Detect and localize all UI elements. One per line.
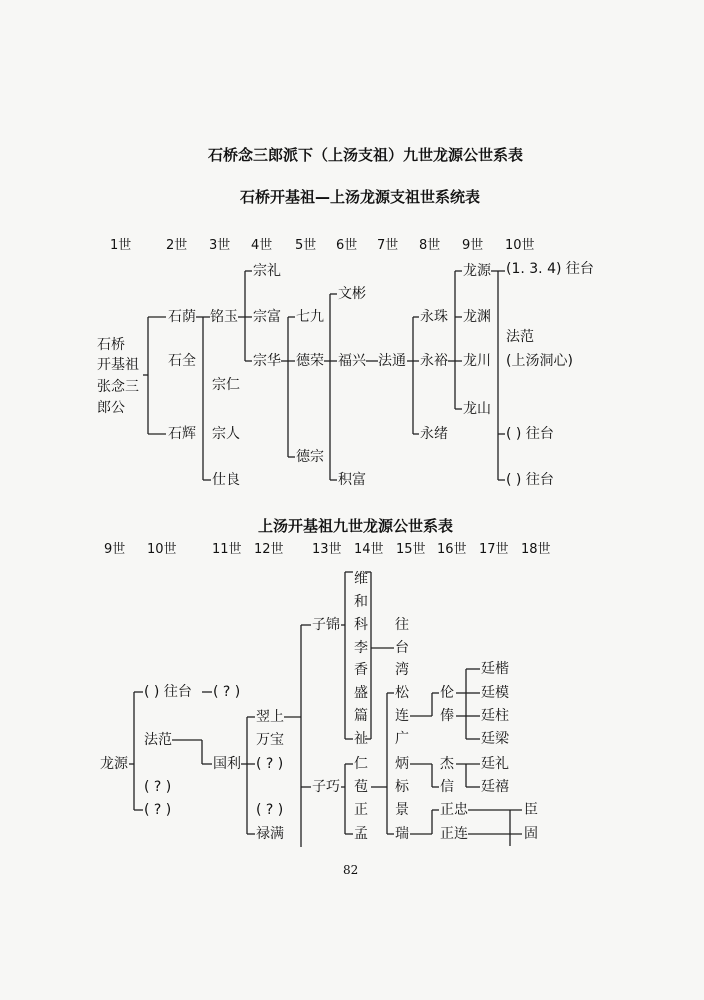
person-name: 伦: [440, 685, 454, 701]
person-name: 广: [395, 731, 409, 747]
person-name: 正: [354, 802, 368, 818]
person-name: 正连: [440, 826, 468, 842]
person-name: 石荫: [168, 309, 196, 325]
person-name: 永裕: [420, 353, 448, 369]
gen-label: 2世: [166, 238, 188, 253]
gen-label: 1世: [110, 238, 132, 253]
person-name: 万宝: [256, 732, 284, 748]
name-root: 郎公: [97, 400, 125, 416]
person-name: 俸: [440, 708, 454, 724]
person-name: 杰: [440, 756, 454, 772]
person-name: 积富: [338, 472, 366, 488]
gen-label: 9世: [462, 238, 484, 253]
person-name: 廷模: [481, 685, 509, 701]
person-name: 科: [354, 617, 368, 633]
gen-label: 7世: [377, 238, 399, 253]
person-name: 子锦: [312, 617, 340, 633]
person-name: 龙源: [100, 756, 128, 772]
gen-label: 13世: [312, 542, 342, 557]
person-name: 信: [440, 779, 454, 795]
person-name: 法通: [378, 353, 406, 369]
person-name: 和: [354, 594, 368, 610]
person-name: ( ? ): [256, 802, 284, 818]
person-name: ( ) 往台: [506, 426, 554, 442]
gen-label: 16世: [437, 542, 467, 557]
gen-label: 10世: [505, 238, 535, 253]
note-text: 湾: [395, 662, 409, 678]
person-name: 廷柱: [481, 708, 509, 724]
person-name: (上汤洞心): [506, 353, 573, 369]
person-name: 盛: [354, 685, 368, 701]
person-name: 维: [354, 571, 368, 587]
person-name: 廷礼: [481, 756, 509, 772]
gen-label: 17世: [479, 542, 509, 557]
gen-label: 10世: [147, 542, 177, 557]
person-name: 福兴: [338, 353, 366, 369]
gen-label: 11世: [212, 542, 242, 557]
person-name: ( ? ): [144, 779, 172, 795]
person-name: 法范: [506, 329, 534, 345]
gen-label: 15世: [396, 542, 426, 557]
page-number: 82: [343, 863, 359, 877]
person-name: 子巧: [312, 779, 340, 795]
person-name: 李: [354, 640, 368, 656]
person-name: ( ? ): [144, 802, 172, 818]
person-name: 德荣: [296, 353, 324, 369]
person-name: ( ? ): [213, 684, 241, 700]
person-name: 苞: [354, 779, 368, 795]
person-name: 石全: [168, 353, 196, 369]
person-name: 廷楷: [481, 661, 509, 677]
person-name: 宗人: [212, 426, 240, 442]
person-name: 松: [395, 685, 409, 701]
gen-label: 9世: [104, 542, 126, 557]
person-name: 石辉: [168, 426, 196, 442]
gen-label: 14世: [354, 542, 384, 557]
person-name: ( ) 往台: [506, 472, 554, 488]
gen-label: 18世: [521, 542, 551, 557]
person-name: 仕良: [212, 472, 240, 488]
person-name: 廷禧: [481, 779, 509, 795]
person-name: 龙渊: [463, 309, 491, 325]
person-name: 七九: [296, 309, 324, 325]
gen-label: 12世: [254, 542, 284, 557]
person-name: 景: [395, 802, 409, 818]
gen-label: 6世: [336, 238, 358, 253]
person-name: 法范: [144, 732, 172, 748]
person-name: 禄满: [256, 826, 284, 842]
person-name: 炳: [395, 756, 409, 772]
person-name: ( ) 往台: [144, 684, 192, 700]
person-name: 孟: [354, 826, 368, 842]
person-name: 固: [524, 826, 538, 842]
note-text: 台: [395, 640, 409, 656]
table2-title: 上汤开基祖九世龙源公世系表: [258, 517, 454, 535]
person-name: 篇: [354, 708, 368, 724]
person-name: 永绪: [420, 426, 448, 442]
person-name: 国利: [213, 756, 241, 772]
person-name: 龙源: [463, 263, 491, 279]
person-name: 香: [354, 662, 368, 678]
gen-label: 8世: [419, 238, 441, 253]
person-name: 仁: [354, 756, 368, 772]
person-name: 廷梁: [481, 731, 509, 747]
person-name: 标: [395, 779, 409, 795]
person-name: (1. 3. 4) 往台: [506, 261, 594, 277]
person-name: 龙山: [463, 401, 491, 417]
page-title: 石桥念三郎派下（上汤支祖）九世龙源公世系表: [208, 146, 524, 164]
gen-label: 5世: [295, 238, 317, 253]
person-name: 祉: [354, 731, 368, 747]
person-name: 正忠: [440, 802, 468, 818]
gen-label: 4世: [251, 238, 273, 253]
note-text: 往: [395, 617, 409, 633]
name-root: 张念三: [97, 379, 139, 395]
person-name: 臣: [524, 802, 538, 818]
gen-label: 3世: [209, 238, 231, 253]
person-name: 铭玉: [210, 309, 238, 325]
person-name: 连: [395, 708, 409, 724]
name-root: 开基祖: [97, 357, 139, 373]
person-name: 宗华: [253, 353, 281, 369]
person-name: 文彬: [338, 286, 366, 302]
table1-title: 石桥开基祖—上汤龙源支祖世系统表: [240, 188, 481, 206]
name-root: 石桥: [97, 337, 125, 353]
person-name: ( ? ): [256, 756, 284, 772]
person-name: 宗仁: [212, 377, 240, 393]
person-name: 永珠: [420, 309, 448, 325]
person-name: 翌上: [256, 709, 284, 725]
person-name: 宗富: [253, 309, 281, 325]
person-name: 德宗: [296, 449, 324, 465]
person-name: 瑞: [395, 826, 409, 842]
person-name: 龙川: [463, 353, 491, 369]
person-name: 宗礼: [253, 263, 281, 279]
